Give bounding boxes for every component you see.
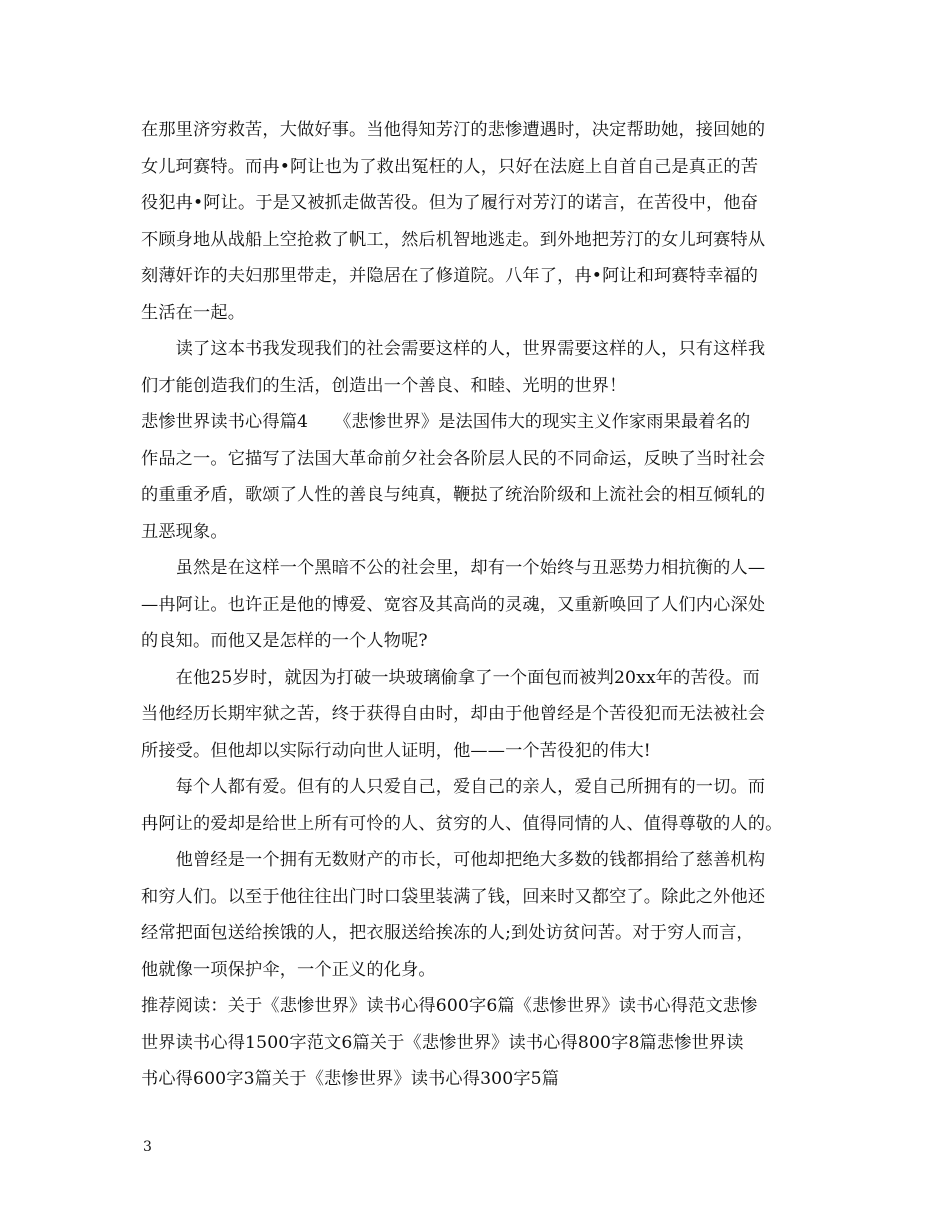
text-line: 在他25岁时，就因为打破一块玻璃偷拿了一个面包而被判20xx年的苦役。而 xyxy=(141,667,760,688)
text-line: 丑恶现象。 xyxy=(141,521,228,542)
text-line: 读了这本书我发现我们的社会需要这样的人，世界需要这样的人，只有这样我 xyxy=(141,339,766,359)
text-line: 冉阿让的爱却是给世上所有可怜的人、贫穷的人、值得同情的人、值得尊敬的人的。 xyxy=(141,813,783,834)
section-heading-line: 悲惨世界读书心得篇4 《悲惨世界》是法国伟大的现实主义作家雨果最着名的 xyxy=(141,412,751,432)
text-line: 作品之一。它描写了法国大革命前夕社会各阶层人民的不同命运，反映了当时社会 xyxy=(141,448,766,469)
text-line: 经常把面包送给挨饿的人，把衣服送给挨冻的人;到处访贫问苦。对于穷人而言， xyxy=(141,923,754,943)
text-line: 每个人都有爱。但有的人只爱自己，爱自己的亲人，爱自己所拥有的一切。而 xyxy=(141,777,766,797)
text-line: 女儿珂赛特。而冉•阿让也为了救出冤枉的人，只好在法庭上自首自己是真正的苦 xyxy=(141,156,759,177)
text-line: 们才能创造我们的生活，创造出一个善良、和睦、光明的世界！ xyxy=(141,375,627,396)
text-line: 他就像一项保护伞，一个正义的化身。 xyxy=(141,959,436,980)
recommended-reading-line: 书心得600字3篇关于《悲惨世界》读书心得300字5篇 xyxy=(141,1069,560,1089)
text-line: 虽然是在这样一个黑暗不公的社会里，却有一个始终与丑恶势力相抗衡的人— xyxy=(141,558,766,578)
text-line: 他曾经是一个拥有无数财产的市长，可他却把绝大多数的钱都捐给了慈善机构 xyxy=(141,850,766,870)
page-number: 3 xyxy=(143,1139,152,1155)
text-line: —冉阿让。也许正是他的博爱、宽容及其高尚的灵魂，又重新唤回了人们内心深处 xyxy=(141,594,766,615)
text-line: 役犯冉•阿让。于是又被抓走做苦役。但为了履行对芳汀的诺言，在苦役中，他奋 xyxy=(141,193,759,213)
text-line: 和穷人们。以至于他往往出门时口袋里装满了钱，回来时又都空了。除此之外他还 xyxy=(141,886,766,907)
recommended-reading-line: 推荐阅读：关于《悲惨世界》读书心得600字6篇《悲惨世界》读书心得范文悲惨 xyxy=(141,996,758,1016)
recommended-reading-line: 世界读书心得1500字范文6篇关于《悲惨世界》读书心得800字8篇悲惨世界读 xyxy=(141,1032,744,1053)
text-line: 刻薄奸诈的夫妇那里带走，并隐居在了修道院。八年了，冉•阿让和珂赛特幸福的 xyxy=(141,266,759,286)
text-line: 的重重矛盾，歌颂了人性的善良与纯真，鞭挞了统治阶级和上流社会的相互倾轧的 xyxy=(141,485,766,505)
text-line: 所接受。但他却以实际行动向世人证明，他——一个苦役犯的伟大! xyxy=(141,740,651,761)
text-line: 生活在一起。 xyxy=(141,302,246,323)
text-line: 当他经历长期牢狱之苦，终于获得自由时，却由于他曾经是个苦役犯而无法被社会 xyxy=(141,704,766,724)
document-body xyxy=(141,112,813,1098)
text-line: 不顾身地从战船上空抢救了帆工，然后机智地逃走。到外地把芳汀的女儿珂赛特从 xyxy=(141,229,766,250)
text-line: 在那里济穷救苦，大做好事。当他得知芳汀的悲惨遭遇时，决定帮助她，接回她的 xyxy=(141,120,766,140)
text-line: 的良知。而他又是怎样的一个人物呢? xyxy=(141,631,428,651)
